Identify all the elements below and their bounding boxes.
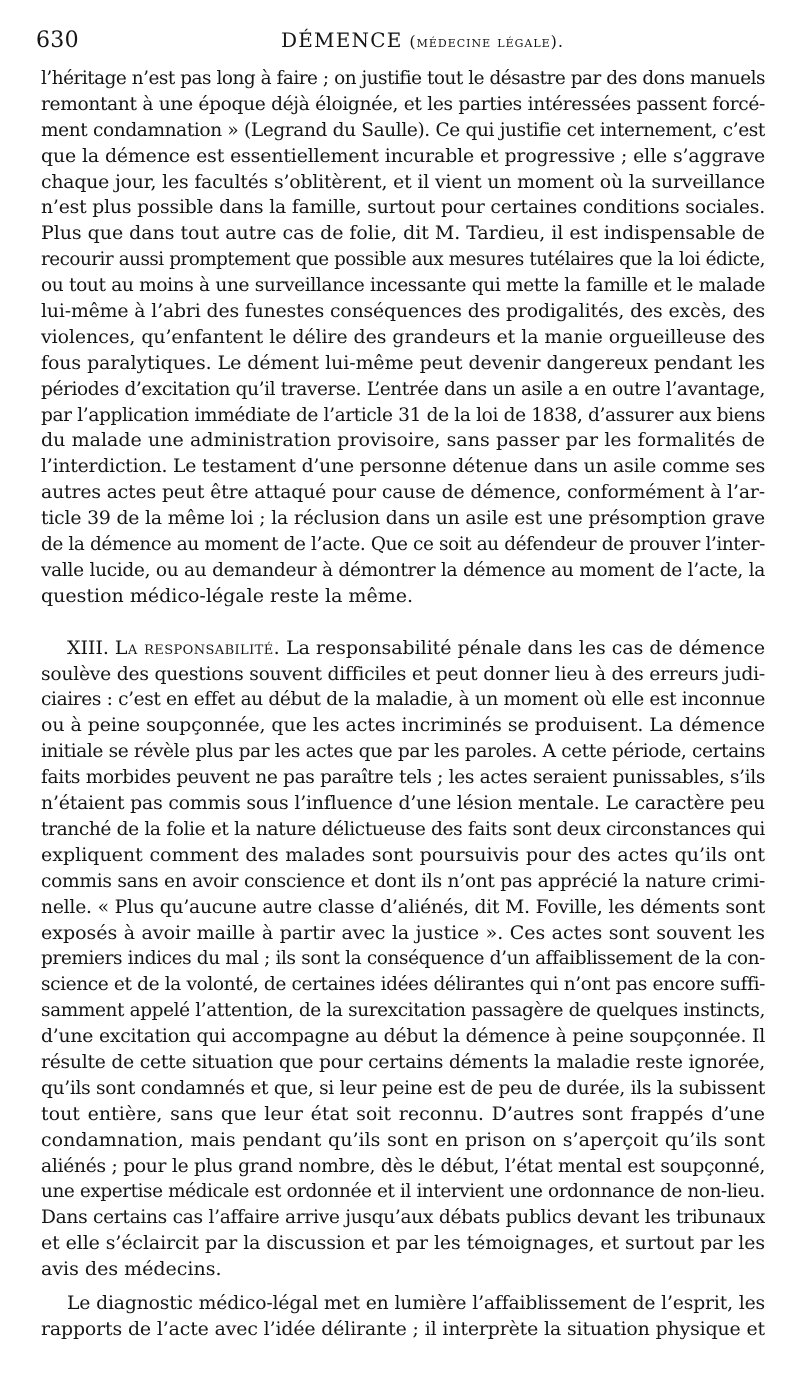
- running-title-main: DÉMENCE: [281, 28, 403, 52]
- text-line: soulève des questions souvent difficiles et peut donner lieu à des erreurs judi-: [41, 663, 765, 685]
- text-line: ou à peine soupçonnée, que les actes incriminés se produisent. La démence: [41, 714, 765, 737]
- text-line: nelle. « Plus qu’aucune autre classe d’aliénés, dit M. Foville, les déments sont: [41, 896, 765, 918]
- body-text: [41, 66, 765, 1343]
- text-line: Plus que dans tout autre cas de folie, dit M. Tardieu, il est indispensable de: [41, 222, 765, 245]
- text-line: Dans certains cas l’affaire arrive jusqu’aux débats publics devant les tribunaux: [41, 1207, 765, 1229]
- text-line: par l’application immédiate de l’article 31 de la loi de 1838, d’assurer aux biens: [41, 404, 765, 426]
- text-line: condamnation, mais pendant qu’ils sont en prison on s’aperçoit qu’ils sont: [41, 1128, 765, 1151]
- text-line: valle lucide, ou au demandeur à démontrer la démence au moment de l’acte, la: [41, 559, 765, 581]
- text-line: ciaires : c’est en effet au début de la maladie, à un moment où elle est inconnue: [41, 689, 765, 711]
- paragraph-continuation: [41, 66, 765, 610]
- text-line: fous paralytiques. Le dément lui-même peut devenir dangereux pendant les: [41, 351, 765, 374]
- text-line: une expertise médicale est ordonnée et il intervient une ordonnance de non-lieu.: [41, 1181, 765, 1203]
- text-line: l’héritage n’est pas long à faire ; on justifie tout le désastre par des dons manuels: [41, 68, 765, 89]
- text-line: chaque jour, les facultés s’oblitèrent, et il vient un moment où la surveillance: [41, 171, 765, 193]
- page-header: [36, 28, 776, 60]
- section-number: XIII.: [67, 636, 109, 659]
- text-line: expliquent comment des malades sont poursuivis pour des actes qu’ils ont: [41, 843, 765, 866]
- text-line: remontant à une époque déjà éloignée, et les parties intéressées passent forcé-: [41, 93, 765, 115]
- text-line: de la démence au moment de l’acte. Que ce soit au défendeur de prouver l’inter-: [41, 534, 765, 556]
- text-line: que la démence est essentiellement incurable et progressive ; elle s’aggrave: [41, 145, 765, 167]
- text-line: et elle s’éclaircit par la discussion et par les témoignages, et surtout par les: [41, 1232, 765, 1255]
- text-line: avis des médecins.: [41, 1258, 222, 1281]
- section-responsibility: [41, 636, 765, 1283]
- text-line: ticle 39 de la même loi ; la réclusion dans un asile est une présomption grave: [41, 508, 765, 530]
- text-line: qu’ils sont condamnés et que, si leur peine est de peu de durée, ils la subissent: [41, 1077, 765, 1099]
- text-line: ment condamnation » (Legrand du Saulle). Ce qui justifie cet internement, c’est: [41, 119, 765, 141]
- page-number: 630: [36, 28, 79, 53]
- section-first-line-text: La responsabilité pénale dans les cas de démence: [286, 636, 765, 659]
- text-line: rapports de l’acte avec l’idée délirante ; il interprète la situation physique et: [41, 1317, 765, 1340]
- text-line: science et de la volonté, de certaines idées délirantes qui n’ont pas encore suffi-: [41, 974, 765, 996]
- text-line: autres actes peut être attaqué pour cause de démence, conformément à l’ar-: [41, 482, 765, 504]
- text-line: lui-même à l’abri des funestes conséquences des prodigalités, des excès, des: [41, 301, 765, 323]
- text-line: premiers indices du mal ; ils sont la conséquence d’un affaiblissement de la con-: [41, 948, 765, 970]
- section-heading-line: [41, 636, 765, 662]
- text-line: ou tout au moins à une surveillance incessante qui mette la famille et le malade: [41, 275, 765, 297]
- text-line: n’est plus possible dans la famille, surtout pour certaines conditions sociales.: [41, 197, 765, 219]
- paragraph-spacer: [41, 1283, 765, 1291]
- text-line: l’interdiction. Le testament d’une personne détenue dans un asile comme ses: [41, 456, 765, 478]
- section-heading: La responsabilité.: [114, 636, 281, 659]
- text-line: résulte de cette situation que pour certains déments la maladie reste ignorée,: [41, 1051, 765, 1073]
- text-line: du malade une administration provisoire, sans passer par les formalités de: [41, 429, 765, 452]
- running-title: [281, 28, 564, 52]
- paragraph-diagnosis: [41, 1291, 765, 1343]
- text-line: commis sans en avoir conscience et dont ils n’ont pas apprécié la nature crimi-: [41, 870, 765, 892]
- running-title-subtitle: (médecine légale).: [409, 32, 564, 51]
- text-line: n’étaient pas commis sous l’influence d’une lésion mentale. Le caractère peu: [41, 793, 765, 815]
- text-line: faits morbides peuvent ne pas paraître tels ; les actes seraient punissables, s’ils: [41, 767, 765, 789]
- text-line: question médico-légale reste la même.: [41, 584, 413, 607]
- text-line: recourir aussi promptement que possible aux mesures tutélaires que la loi édicte,: [41, 249, 765, 271]
- text-line: samment appelé l’attention, de la surexcitation passagère de quelques instincts,: [41, 1000, 765, 1022]
- paragraph-spacer: [41, 610, 765, 636]
- text-line: d’une excitation qui accompagne au début la démence à peine soupçonnée. Il: [41, 1026, 765, 1048]
- text-line: aliénés ; pour le plus grand nombre, dès le début, l’état mental est soupçonné,: [41, 1155, 765, 1177]
- text-line: tout entière, sans que leur état soit reconnu. D’autres sont frappés d’une: [41, 1102, 765, 1125]
- text-line: Le diagnostic médico-légal met en lumière l’affaiblissement de l’esprit, les: [67, 1292, 765, 1314]
- text-line: tranché de la folie et la nature délictueuse des faits sont deux circonstances qui: [41, 818, 765, 840]
- text-line: périodes d’excitation qu’il traverse. L’entrée dans un asile a en outre l’avantage,: [41, 378, 765, 400]
- text-line: initiale se révèle plus par les actes que par les paroles. A cette période, certains: [41, 741, 765, 763]
- text-line: exposés à avoir maille à partir avec la justice ». Ces actes sont souvent les: [41, 921, 765, 944]
- text-line: violences, qu’enfantent le délire des grandeurs et la manie orgueilleuse des: [41, 325, 765, 348]
